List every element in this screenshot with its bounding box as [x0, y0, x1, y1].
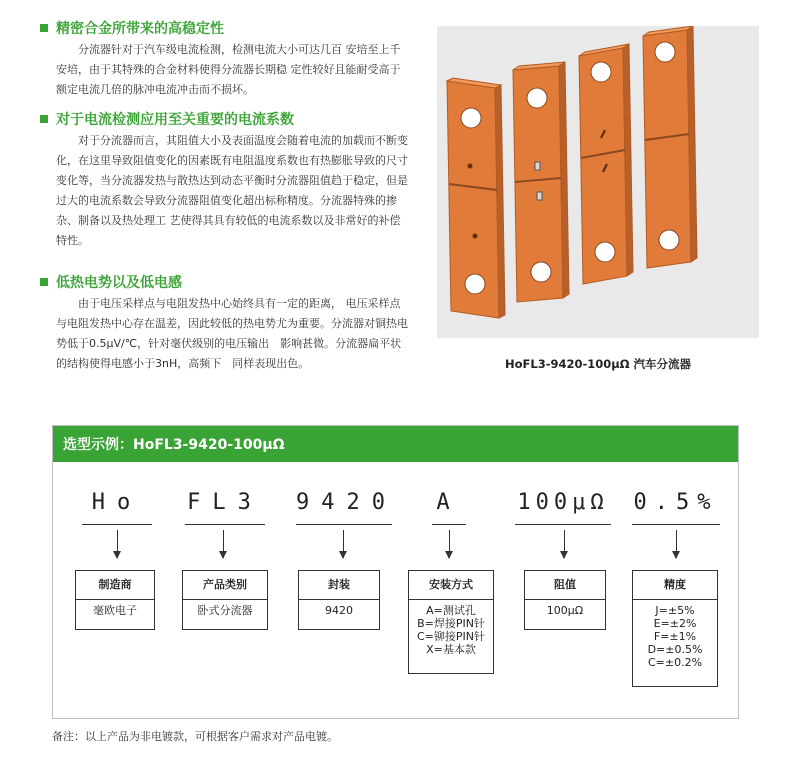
- spec-value: 毫欧电子: [93, 604, 137, 617]
- bullet-square-icon: [40, 115, 48, 123]
- code-text: 100μΩ: [517, 490, 609, 515]
- down-arrow-icon: [564, 530, 565, 558]
- spec-option: C=±0.2%: [647, 656, 703, 669]
- product-caption: HoFL3-9420-100μΩ 汽车分流器: [504, 357, 691, 371]
- spec-table-mounting: [408, 570, 494, 674]
- shunt-3: [579, 44, 633, 284]
- down-arrow-icon: [449, 530, 450, 558]
- spec-option: X=基本款: [426, 643, 476, 656]
- bullet-square-icon: [40, 278, 48, 286]
- spec-table-resistance: [524, 570, 606, 630]
- shunt-4: [643, 26, 697, 268]
- down-arrow-icon: [223, 530, 224, 558]
- section-body: 分流器针对于汽车级电流检测，检测电流大小可达几百 安培至上千安培，由于其特殊的合金材料使得分流器长期稳 定性较好且能耐受高于额定电流几倍的脉冲电流冲击而不损坏。: [56, 43, 401, 96]
- spec-value-list: [633, 600, 717, 673]
- section-title: 对于电流检测应用至关重要的电流系数: [40, 109, 410, 129]
- spec-table-package: [298, 570, 380, 630]
- section-stability: [40, 18, 410, 100]
- code-underline: [296, 524, 392, 525]
- code-underline: [432, 524, 466, 525]
- section-title: 低热电势以及低电感: [40, 272, 410, 292]
- footnote: 备注：以上产品为非电镀款，可根据客户需求对产品电镀。: [52, 730, 338, 743]
- spec-option: E=±2%: [653, 617, 697, 630]
- down-arrow-icon: [117, 530, 118, 558]
- spec-table-category: [182, 570, 268, 630]
- code-underline: [515, 524, 611, 525]
- code-underline: [82, 524, 152, 525]
- spec-header: 封装: [299, 571, 379, 600]
- spec-value: 卧式分流器: [197, 604, 253, 617]
- bullet-square-icon: [40, 24, 48, 32]
- code-segment-tolerance: [632, 490, 720, 520]
- section-body: 由于电压采样点与电阻发热中心始终具有一定的距离， 电压采样点与电阻发热中心存在温差，因此较低的热电势尤为重要。分流器对铜热电势低于0.5μV/℃，针对毫伏级别的电压输出 影响甚微。分流器扁平状的结构使得电感小于3nH，高频下 同样表现出色。: [56, 297, 408, 370]
- spec-value-list: [409, 600, 493, 660]
- code-segment-ho: [82, 490, 152, 520]
- spec-table-tolerance: [632, 570, 718, 687]
- down-arrow-icon: [676, 530, 677, 558]
- code-text: A: [436, 490, 462, 515]
- section-body: 对于分流器而言，其阻值大小及表面温度会随着电流的加载而不断变化，在这里导致阻值变化的因素既有电阻温度系数也有热膨胀导致的尺寸变化等，当分流器发热与散热达到动态平衡时分流器阻值趋于稳定，但是过大的电流系数会导致分流器阻值变化超出标称精度。分流器特殊的掺杂、制备以及热处理工 艺使得其具有较低的电流系数以及非常好的补偿特性。: [56, 134, 408, 247]
- spec-value: 9420: [325, 604, 353, 617]
- code-underline: [185, 524, 265, 525]
- spec-option: J=±5%: [655, 604, 695, 617]
- spec-option: A=测试孔: [426, 604, 476, 617]
- selection-title: 选型示例：HoFL3-9420-100μΩ: [53, 426, 738, 462]
- code-text: FL3: [187, 490, 263, 515]
- code-text: 9420: [296, 490, 397, 515]
- spec-option: B=焊接PIN针: [417, 617, 485, 630]
- spec-header: 精度: [633, 571, 717, 600]
- spec-option: C=铆接PIN针: [416, 630, 485, 643]
- spec-value: 100μΩ: [546, 604, 584, 617]
- spec-option: D=±0.5%: [647, 643, 703, 656]
- code-segment-fl3: [185, 490, 265, 520]
- code-text: Ho: [91, 490, 143, 515]
- code-segment-package: [296, 490, 397, 520]
- code-text: 0.5%: [633, 490, 719, 515]
- section-low-emf: [40, 272, 410, 374]
- spec-header: 产品类别: [183, 571, 267, 600]
- code-segment-mounting: [432, 490, 466, 520]
- code-underline: [632, 524, 720, 525]
- spec-table-manufacturer: [75, 570, 155, 630]
- spec-header: 制造商: [76, 571, 154, 600]
- section-current-coefficient: [40, 109, 410, 251]
- shunt-2: [513, 62, 569, 302]
- shunt-1: [447, 78, 505, 318]
- section-title: 精密合金所带来的高稳定性: [40, 18, 410, 38]
- shunt-illustration: [437, 26, 759, 338]
- product-photo: [437, 26, 759, 338]
- code-segment-resistance: [515, 490, 611, 520]
- spec-header: 阻值: [525, 571, 605, 600]
- spec-option: F=±1%: [653, 630, 697, 643]
- spec-header: 安装方式: [409, 571, 493, 600]
- down-arrow-icon: [343, 530, 344, 558]
